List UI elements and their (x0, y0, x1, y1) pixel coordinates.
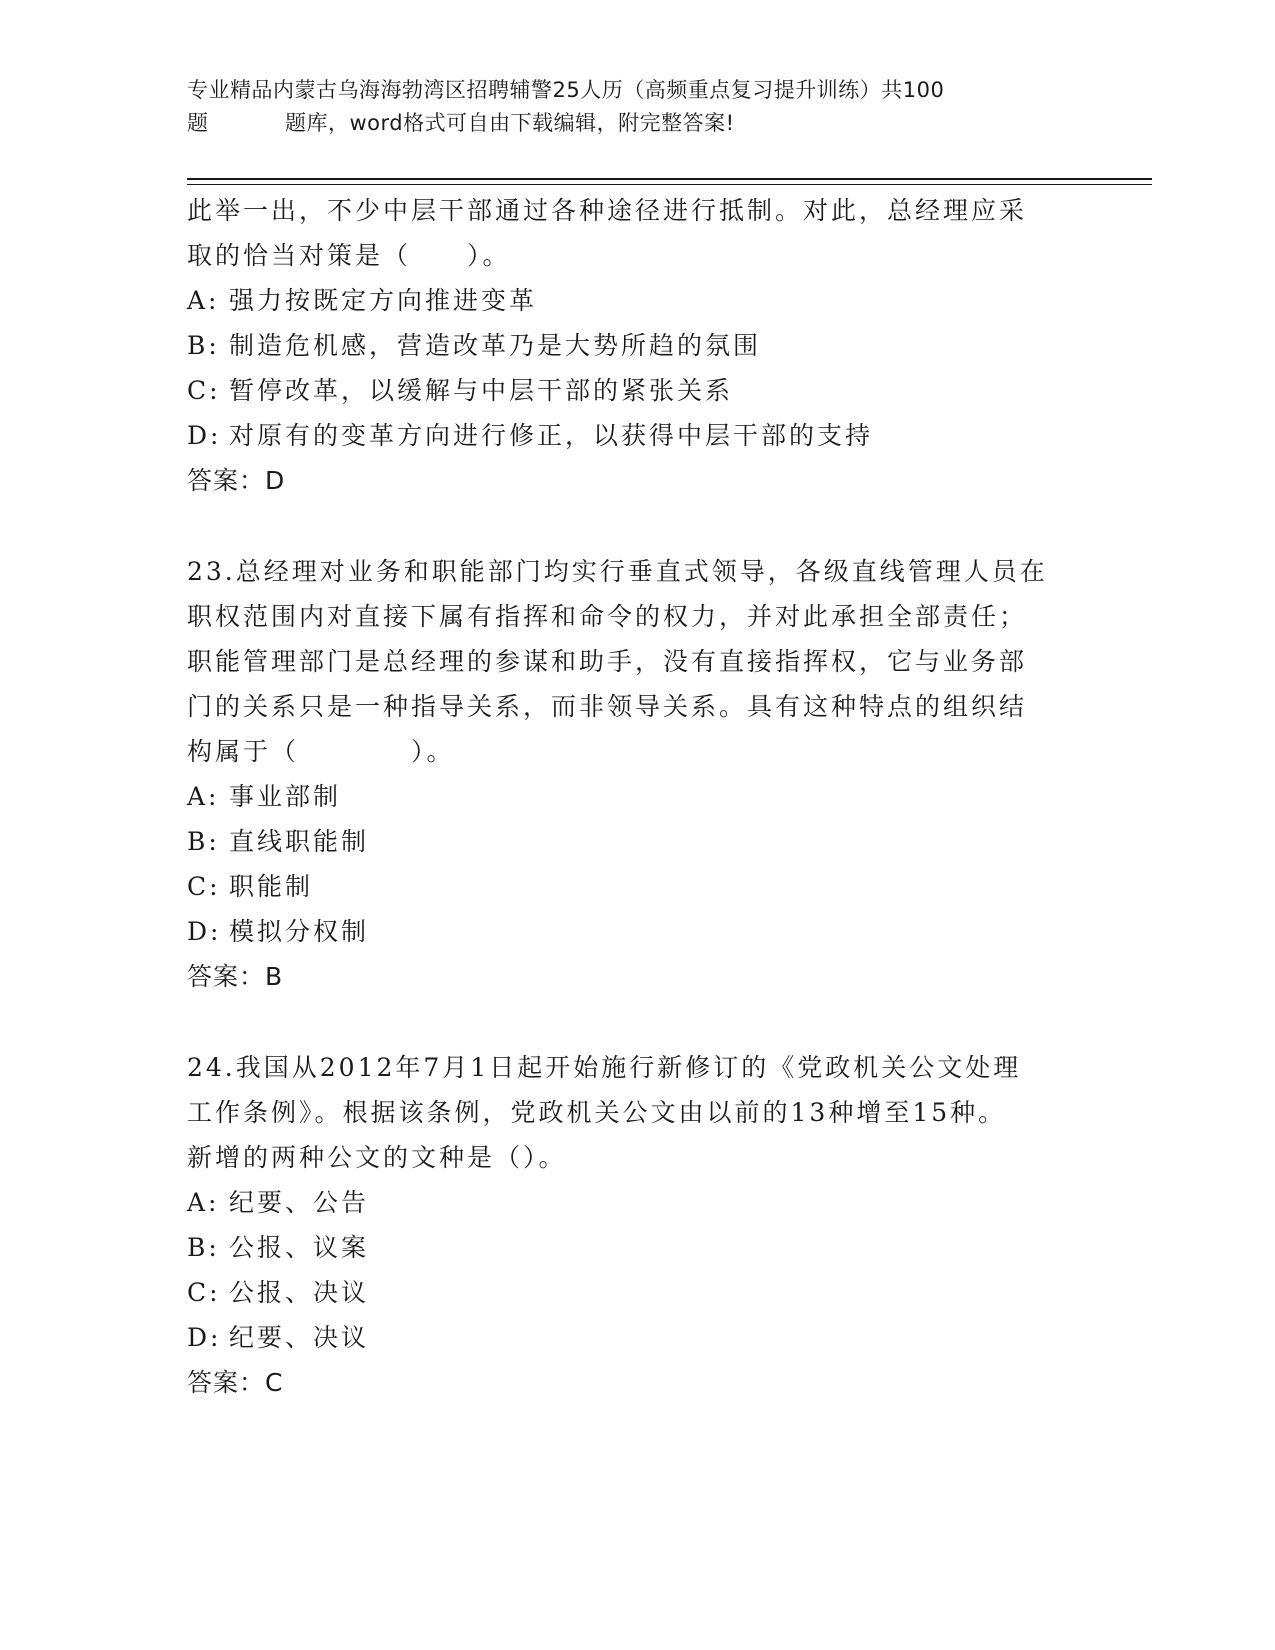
question-stem-line: 工作条例》。根据该条例，党政机关公文由以前的13种增至15种。 (187, 1098, 1007, 1127)
option-key: D: (187, 1323, 222, 1352)
option-key: C: (187, 1278, 221, 1307)
option-text: 直线职能制 (229, 827, 370, 856)
header-title-line2-rest: 题库，word格式可自由下载编辑，附完整答案! (285, 111, 735, 135)
option-text: 对原有的变革方向进行修正，以获得中层干部的支持 (229, 421, 874, 450)
option-text: 强力按既定方向推进变革 (229, 286, 538, 315)
question-stem-line: 职能管理部门是总经理的参谋和助手，没有直接指挥权，它与业务部 (187, 647, 1028, 676)
option-text: 事业部制 (229, 782, 342, 811)
option-d (187, 1315, 1087, 1360)
spacer (187, 503, 1087, 549)
header-divider-thin (187, 184, 1152, 185)
option-text: 公报、决议 (229, 1278, 370, 1307)
question-list (187, 188, 1087, 1405)
option-key: C: (187, 872, 221, 901)
option-text: 纪要、公告 (229, 1188, 370, 1217)
question-23 (187, 549, 1087, 999)
question-stem-line: 门的关系只是一种指导关系，而非领导关系。具有这种特点的组织结 (187, 692, 1028, 721)
option-text: 模拟分权制 (229, 917, 370, 946)
question-stem-line: 取的恰当对策是（ ）。 (187, 241, 511, 270)
option-text: 纪要、决议 (229, 1323, 370, 1352)
option-c (187, 864, 1087, 909)
option-text: 公报、议案 (229, 1233, 370, 1262)
question-24 (187, 1045, 1087, 1405)
question-stem-line: 构属于（ ）。 (187, 737, 455, 766)
option-b (187, 1225, 1087, 1270)
question-stem-line: 新增的两种公文的文种是（）。 (187, 1143, 567, 1172)
page-header (187, 74, 1067, 140)
option-d (187, 413, 1087, 458)
option-key: B: (187, 331, 220, 360)
answer-line: 答案：B (187, 962, 284, 991)
option-text: 暂停改革，以缓解与中层干部的紧张关系 (229, 376, 734, 405)
header-divider-thick (187, 178, 1152, 180)
header-title-line1: 专业精品内蒙古乌海海勃湾区招聘辅警25人历（高频重点复习提升训练）共100 (187, 78, 945, 102)
option-a (187, 774, 1087, 819)
option-a (187, 1180, 1087, 1225)
answer-line: 答案：C (187, 1368, 284, 1397)
option-key: D: (187, 421, 222, 450)
option-key: C: (187, 376, 221, 405)
option-c (187, 1270, 1087, 1315)
option-key: D: (187, 917, 222, 946)
option-text: 职能制 (229, 872, 314, 901)
option-d (187, 909, 1087, 954)
question-22 (187, 188, 1087, 503)
option-b (187, 323, 1087, 368)
option-key: B: (187, 827, 220, 856)
spacer (187, 999, 1087, 1045)
option-text: 制造危机感，营造改革乃是大势所趋的氛围 (229, 331, 762, 360)
option-b (187, 819, 1087, 864)
option-c (187, 368, 1087, 413)
question-stem-line: 此举一出，不少中层干部通过各种途径进行抵制。对此，总经理应采 (187, 196, 1028, 225)
option-a (187, 278, 1087, 323)
question-stem-line: 24.我国从2012年7月1日起开始施行新修订的《党政机关公文处理 (187, 1053, 1022, 1082)
question-stem-line: 职权范围内对直接下属有指挥和命令的权力，并对此承担全部责任； (187, 602, 1028, 631)
option-key: A: (187, 1188, 220, 1217)
answer-line: 答案：D (187, 466, 286, 495)
header-title-line2 (187, 107, 1067, 140)
header-title-line2-lead: 题 (187, 111, 209, 135)
option-key: A: (187, 782, 220, 811)
question-stem-line: 23.总经理对业务和职能部门均实行垂直式领导，各级直线管理人员在 (187, 557, 1048, 586)
option-key: A: (187, 286, 220, 315)
option-key: B: (187, 1233, 220, 1262)
